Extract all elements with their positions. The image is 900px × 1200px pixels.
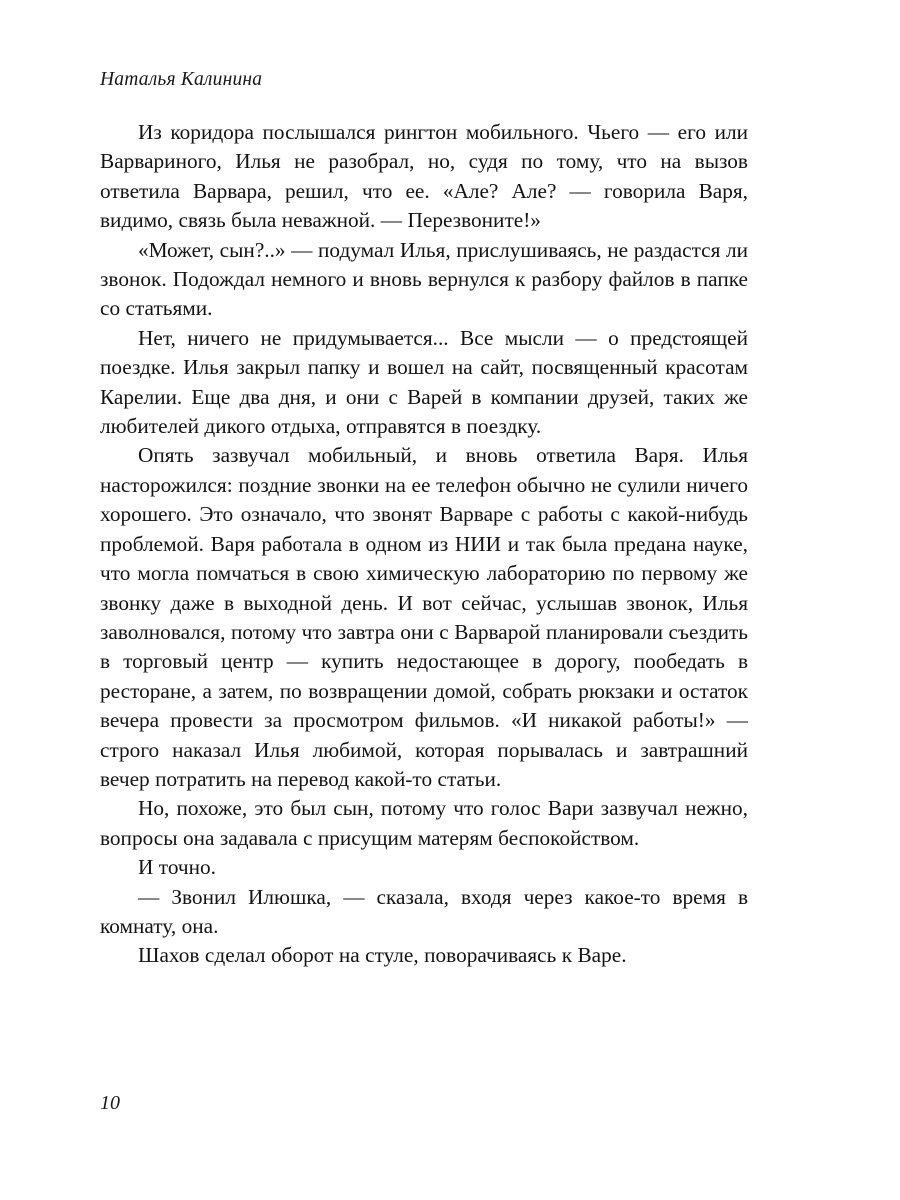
page-number: 10 — [100, 1092, 120, 1114]
paragraph: И точно. — [138, 855, 217, 880]
running-head-author: Наталья Калинина — [100, 69, 263, 90]
paragraph: — Звонил Илюшка, — сказала, входя через какое-то время в комнату, она. — [100, 884, 748, 938]
paragraph: Нет, ничего не придумывается... Все мысли — о предстоящей поездке. Илья закрыл папку и вошел на сайт, посвященный красотам Карелии. Еще два дня, и они с Варей в компании друзей, таких же любителей дикого отдыха, отправятся в поездку. — [100, 325, 748, 439]
body-text-block — [100, 118, 748, 971]
paragraph: Из коридора послышался рингтон мобильного. Чьего — его или Варвариного, Илья не разобрал, но, судя по тому, что на вызов ответила Варвара, решил, что ее. «Але? Але? — говорила Варя, видимо, связь была неважной. — Перезвоните!» — [100, 120, 748, 233]
paragraph: Шахов сделал оборот на стуле, поворачиваясь к Варе. — [138, 943, 627, 968]
paragraph: Опять зазвучал мобильный, и вновь ответила Варя. Илья насторожился: поздние звонки на ее телефон обычно не сулили ничего хорошего. Это означало, что звонят Варваре с работы с какой-нибудь проблемой. Варя работала в одном из НИИ и так была предана науке, что могла помчаться в свою химическую лабораторию по первому же звонку даже в выходной день. И вот сейчас, услышав звонок, Илья заволновался, потому что завтра они с Варварой планировали съездить в торговый центр — купить недостающее в дорогу, пообедать в ресторане, а затем, по возвращении домой, собрать рюкзаки и остаток вечера провести за просмотром фильмов. «И никакой работы!» — строго наказал Илья любимой, которая порывалась и завтрашний вечер потратить на перевод какой-то статьи. — [100, 443, 748, 791]
paragraph: Но, похоже, это был сын, потому что голос Вари зазвучал нежно, вопросы она задавала с присущим матерям беспокойством. — [100, 796, 748, 850]
paragraph: «Может, сын?..» — подумал Илья, прислушиваясь, не раздастся ли звонок. Подождал немного и вновь вернулся к разбору файлов в папке со статьями. — [100, 237, 748, 321]
